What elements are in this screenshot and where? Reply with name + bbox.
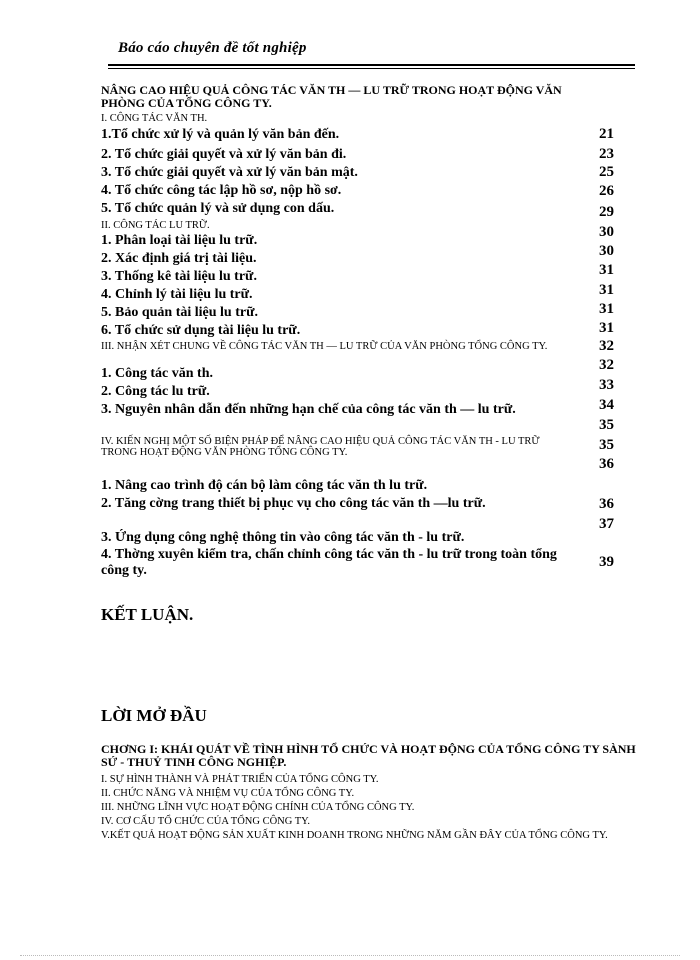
chapter-item: V.KẾT QUẢ HOẠT ĐỘNG SẢN XUẤT KINH DOANH TRONG NHỮNG NĂM GẦN ĐÂY CỦA TỔNG CÔNG TY. xyxy=(101,830,608,841)
toc-section-heading: III. NHẬN XÉT CHUNG VỀ CÔNG TÁC VĂN TH — LU TRỮ CỦA VĂN PHÒNG TỔNG CÔNG TY. xyxy=(101,341,548,352)
toc-item: 4. Thờng xuyên kiểm tra, chấn chỉnh công tác văn th - lu trữ trong toàn tổng công ty. xyxy=(101,547,557,578)
toc-page-number: 21 xyxy=(599,126,614,142)
toc-page-number: 37 xyxy=(599,516,614,532)
toc-item: 4. Tổ chức công tác lập hồ sơ, nộp hồ sơ. xyxy=(101,183,342,198)
toc-item: 2. Công tác lu trữ. xyxy=(101,384,210,399)
toc-section-heading: I. CÔNG TÁC VĂN TH. xyxy=(101,113,208,124)
toc-item: 5. Tổ chức quản lý và sử dụng con dấu. xyxy=(101,201,335,216)
toc-page-number: 39 xyxy=(599,554,614,570)
toc-page-number: 31 xyxy=(599,301,614,317)
toc-section-heading: II. CÔNG TÁC LU TRỮ. xyxy=(101,220,210,231)
toc-page-number: 36 xyxy=(599,496,614,512)
toc-item: 1.Tổ chức xử lý và quản lý văn bản đến. xyxy=(101,127,340,142)
chapter-item: III. NHỮNG LĨNH VỰC HOẠT ĐỘNG CHÍNH CỦA TỔNG CÔNG TY. xyxy=(101,802,415,813)
toc-item: 2. Tổ chức giải quyết và xử lý văn bản đi. xyxy=(101,147,347,162)
toc-page-number: 25 xyxy=(599,164,614,180)
toc-page-number: 23 xyxy=(599,146,614,162)
toc-section-heading: IV. KIẾN NGHỊ MỘT SỐ BIỆN PHÁP ĐỂ NÂNG CAO HIỆU QUẢ CÔNG TÁC VĂN TH - LU TRỮ TRONG HOẠT ĐỘNG VĂN PHÒNG TỔNG CÔNG TY. xyxy=(101,436,540,458)
intro-heading: LỜI MỞ ĐẦU xyxy=(101,706,207,725)
toc-page-number: 33 xyxy=(599,377,614,393)
chapter-item: II. CHỨC NĂNG VÀ NHIỆM VỤ CỦA TỔNG CÔNG TY. xyxy=(101,788,355,799)
toc-item: 6. Tổ chức sử dụng tài liệu lu trữ. xyxy=(101,323,301,338)
toc-page-number: 30 xyxy=(599,224,614,240)
page-bottom-border xyxy=(20,955,680,956)
toc-page-number: 31 xyxy=(599,320,614,336)
toc-item: 1. Phân loại tài liệu lu trữ. xyxy=(101,233,258,248)
toc-item: 3. Ứng dụng công nghệ thông tin vào công tác văn th - lu trữ. xyxy=(101,530,465,545)
toc-page-number: 35 xyxy=(599,437,614,453)
toc-page-number: 30 xyxy=(599,243,614,259)
chapter-item: I. SỰ HÌNH THÀNH VÀ PHÁT TRIỂN CỦA TỔNG CÔNG TY. xyxy=(101,774,379,785)
toc-page-number: 35 xyxy=(599,417,614,433)
toc-page-number: 34 xyxy=(599,397,614,413)
header-title: Báo cáo chuyên đề tốt nghiệp xyxy=(118,40,307,56)
toc-page-number: 31 xyxy=(599,262,614,278)
toc-main-heading: NÂNG CAO HIỆU QUẢ CÔNG TÁC VĂN TH — LU TRỮ TRONG HOẠT ĐỘNG VĂN PHÒNG CỦA TỔNG CÔNG TY. xyxy=(101,83,562,110)
toc-item: 3. Tổ chức giải quyết và xử lý văn bản mật. xyxy=(101,165,358,180)
toc-item: 2. Tăng cờng trang thiết bị phục vụ cho công tác văn th —lu trữ. xyxy=(101,496,486,511)
header-rule-thin xyxy=(108,68,635,69)
chapter-title: CHƠNG I: KHÁI QUÁT VỀ TÌNH HÌNH TỔ CHỨC VÀ HOẠT ĐỘNG CỦA TỔNG CÔNG TY SÀNH SỨ - THUỶ TINH CÔNG NGHIỆP. xyxy=(101,742,636,769)
toc-item: 4. Chỉnh lý tài liệu lu trữ. xyxy=(101,287,253,302)
chapter-item: IV. CƠ CẤU TỔ CHỨC CỦA TỔNG CÔNG TY. xyxy=(101,816,311,827)
toc-page-number: 29 xyxy=(599,204,614,220)
toc-item: 5. Bảo quản tài liệu lu trữ. xyxy=(101,305,258,320)
toc-item: 3. Nguyên nhân dẫn đến những hạn chế của công tác văn th — lu trữ. xyxy=(101,402,516,417)
toc-page-number: 26 xyxy=(599,183,614,199)
toc-page-number: 32 xyxy=(599,338,614,354)
toc-page-number: 31 xyxy=(599,282,614,298)
header-rule-thick xyxy=(108,64,635,66)
toc-page-number: 36 xyxy=(599,456,614,472)
conclusion-heading: KẾT LUẬN. xyxy=(101,605,194,624)
toc-item: 3. Thống kê tài liệu lu trữ. xyxy=(101,269,257,284)
toc-item: 2. Xác định giá trị tài liệu. xyxy=(101,251,257,266)
toc-item: 1. Công tác văn th. xyxy=(101,366,214,381)
toc-page-number: 32 xyxy=(599,357,614,373)
toc-item: 1. Nâng cao trình độ cán bộ làm công tác văn th lu trữ. xyxy=(101,478,428,493)
